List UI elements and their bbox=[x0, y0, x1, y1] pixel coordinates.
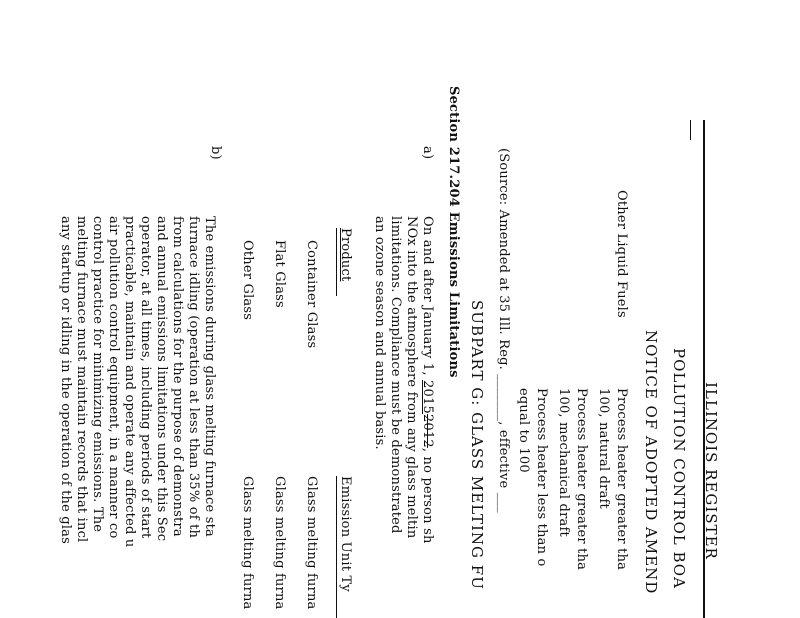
notice-title: NOTICE OF ADOPTED AMEND bbox=[642, 330, 660, 595]
source-note: (Source: Amended at 35 Ill. Reg. _______, effective ___ bbox=[496, 148, 511, 513]
para-a-line-1-suffix: , no person sh bbox=[420, 447, 435, 544]
para-a-label: a) bbox=[420, 146, 435, 160]
para-b-line-6: practicable, maintain and operate any affected u bbox=[122, 216, 137, 548]
para-b-line-10: any startup or idling in the operation of the glas bbox=[58, 216, 73, 545]
para-b-line-3: from calculations for the purpose of demonstra bbox=[170, 216, 185, 537]
deleted-year: 2012 bbox=[420, 413, 435, 448]
register-title: ILLINOIS REGISTER bbox=[702, 382, 720, 560]
para-a-line-4: an ozone season and annual basis. bbox=[372, 216, 387, 450]
board-title: POLLUTION CONTROL BOA bbox=[670, 348, 688, 589]
emission-header-underline bbox=[336, 476, 337, 618]
left-margin-rule bbox=[690, 120, 691, 140]
product-other-glass: Other Glass bbox=[240, 240, 255, 321]
para-a-line-2: NOx into the atmosphere from any glass meltin bbox=[404, 216, 419, 539]
para-a-line-1 bbox=[421, 216, 434, 544]
para-b-line-7: air pollution control equipment, in a manner co bbox=[106, 216, 121, 539]
section-title: Section 217.204 Emissions Limitations bbox=[446, 86, 461, 378]
fuel-row-3: Process heater greater tha bbox=[574, 388, 589, 571]
para-b-line-9: melting furnace must maintain records that incl bbox=[74, 216, 89, 543]
unit-container-glass: Glass melting furna bbox=[304, 476, 319, 610]
product-flat-glass: Flat Glass bbox=[272, 240, 287, 308]
para-b-line-4: and annual emissions limitations under this Sec bbox=[154, 216, 169, 542]
fuel-row-1: Process heater greater tha bbox=[614, 388, 629, 571]
product-container-glass: Container Glass bbox=[304, 240, 319, 349]
fuel-row-4: 100, mechanical draft bbox=[556, 388, 571, 537]
para-b-label: b) bbox=[208, 146, 223, 160]
subpart-title: SUBPART G: GLASS MELTING FU bbox=[468, 300, 486, 590]
para-b-line-8: control practice for minimizing emissions. The bbox=[90, 216, 105, 533]
para-b-line-5: operator, at all times, including periods of start bbox=[138, 216, 153, 539]
inserted-year: 2015 bbox=[420, 380, 435, 414]
product-header-underline bbox=[336, 228, 337, 296]
para-b-line-1: The emissions during glass melting furnace sta bbox=[202, 216, 217, 538]
fuel-row-5: Process heater less than o bbox=[534, 388, 549, 567]
para-b-line-2: furnace idling (operation at less than 35% of th bbox=[186, 216, 201, 539]
col-product-header: Product bbox=[338, 228, 353, 282]
fuel-row-6: equal to 100 bbox=[516, 388, 531, 473]
unit-flat-glass: Glass melting furna bbox=[272, 476, 287, 610]
para-a-line-3: limitations. Compliance must be demonstrated bbox=[388, 216, 403, 534]
fuel-row-2: 100, natural draft bbox=[596, 388, 611, 509]
other-liquid-fuels: Other Liquid Fuels bbox=[614, 190, 629, 318]
para-a-line-1-prefix: On and after January 1, bbox=[420, 216, 435, 381]
col-emission-header: Emission Unit Ty bbox=[338, 476, 353, 592]
unit-other-glass: Glass melting furna bbox=[240, 476, 255, 610]
